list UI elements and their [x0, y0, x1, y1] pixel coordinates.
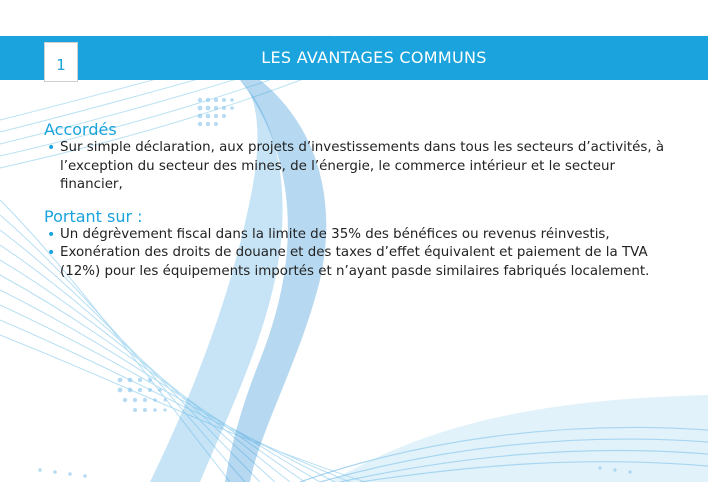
section-heading-portant-sur: Portant sur : [44, 206, 143, 226]
list-item [44, 244, 680, 281]
list-item-text: Sur simple déclaration, aux projets d’investissements dans tous les secteurs d’activités, à l’exception du secteur des mines, de l’énergie, le commerce intérieur et le secteur financier, [60, 140, 665, 192]
bullet-icon: • [47, 226, 56, 243]
list-item [44, 139, 680, 195]
list-item [44, 226, 680, 245]
bullet-icon: • [47, 140, 56, 156]
content [44, 121, 674, 281]
list-item-text: Un dégrèvement fiscal dans la limite de 35% des bénéfices ou revenus réinvestis, [60, 226, 610, 242]
page-number-badge: 1 [44, 42, 78, 82]
section-heading-accordes: Accordés [44, 120, 117, 139]
page-title: LES AVANTAGES COMMUNS [261, 48, 487, 67]
bullet-list [44, 139, 674, 195]
bullet-list [44, 226, 674, 282]
bullet-icon: • [47, 245, 56, 261]
list-item-text: Exonération des droits de douane et des taxes d’effet équivalent et paiement de la TVA (12%) pour les équipements importés et n’ayant pasde similaires fabriqués localement. [60, 245, 650, 279]
